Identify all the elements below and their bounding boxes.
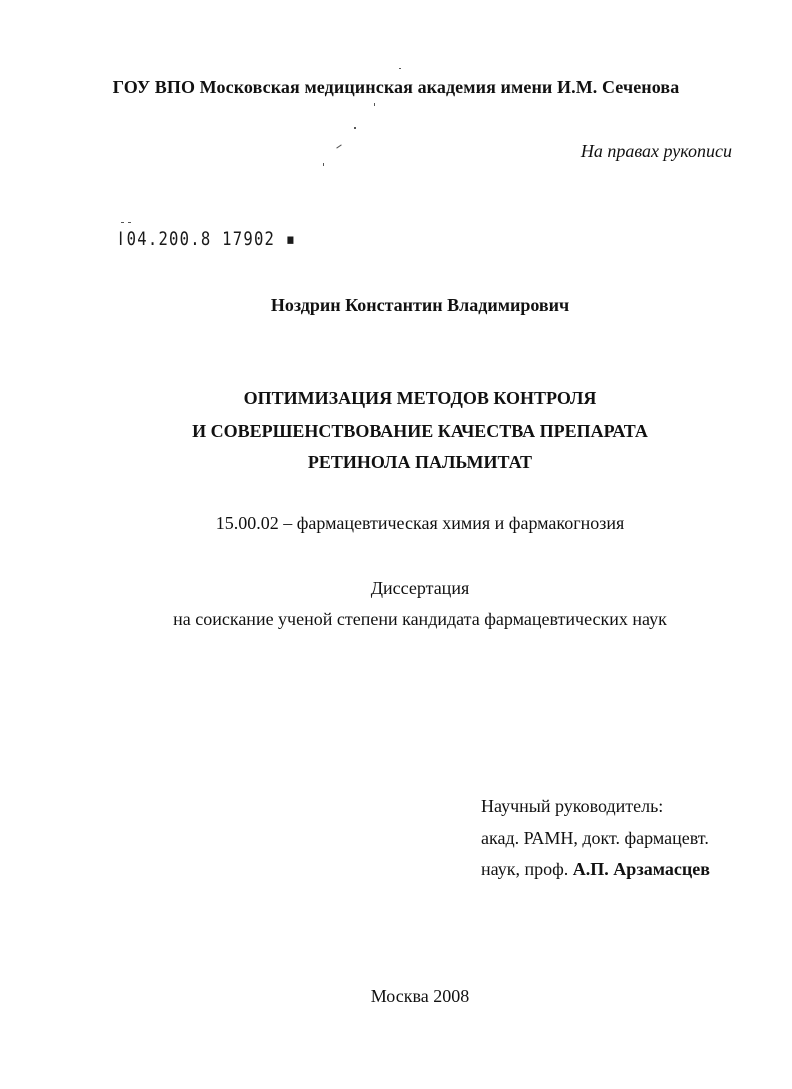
supervisor-line — [481, 859, 710, 880]
scan-speck — [336, 144, 341, 148]
stamp-marker-right: ▪ — [275, 228, 297, 250]
stamp-number: 04.200.8 17902 — [126, 228, 276, 250]
specialty-code: 15.00.02 – фармацевтическая химия и фармакогнозия — [215, 513, 625, 533]
scan-speck — [323, 163, 324, 166]
stamp-marker-left: ǀ — [116, 228, 127, 250]
degree-statement: на соискание ученой степени кандидата фармацевтических наук — [173, 609, 667, 629]
scan-speck — [354, 127, 356, 129]
author-name: Ноздрин Константин Владимирович — [270, 295, 570, 315]
supervisor-label: Научный руководитель: — [481, 796, 664, 816]
scan-speck — [374, 103, 375, 106]
dissertation-title-line-2: И СОВЕРШЕНСТВОВАНИЕ КАЧЕСТВА ПРЕПАРАТА — [192, 421, 648, 441]
institution-name: ГОУ ВПО Московская медицинская академия имени И.М. Сеченова — [112, 77, 680, 97]
rights-note: На правах рукописи — [580, 141, 732, 161]
supervisor-credentials: акад. РАМН, докт. фармацевт. — [481, 828, 709, 848]
city-year: Москва 2008 — [370, 986, 470, 1006]
document-type: Диссертация — [370, 578, 470, 598]
scan-speck — [128, 222, 131, 223]
supervisor-name: А.П. Арзамасцев — [572, 859, 710, 879]
registration-stamp — [116, 228, 296, 250]
dissertation-title-line-3: РЕТИНОЛА ПАЛЬМИТАТ — [307, 452, 533, 472]
dissertation-title-line-1: ОПТИМИЗАЦИЯ МЕТОДОВ КОНТРОЛЯ — [243, 388, 597, 408]
supervisor-credentials-cont: наук, проф. — [481, 859, 569, 879]
scan-speck — [399, 68, 401, 69]
scan-speck — [121, 222, 124, 223]
